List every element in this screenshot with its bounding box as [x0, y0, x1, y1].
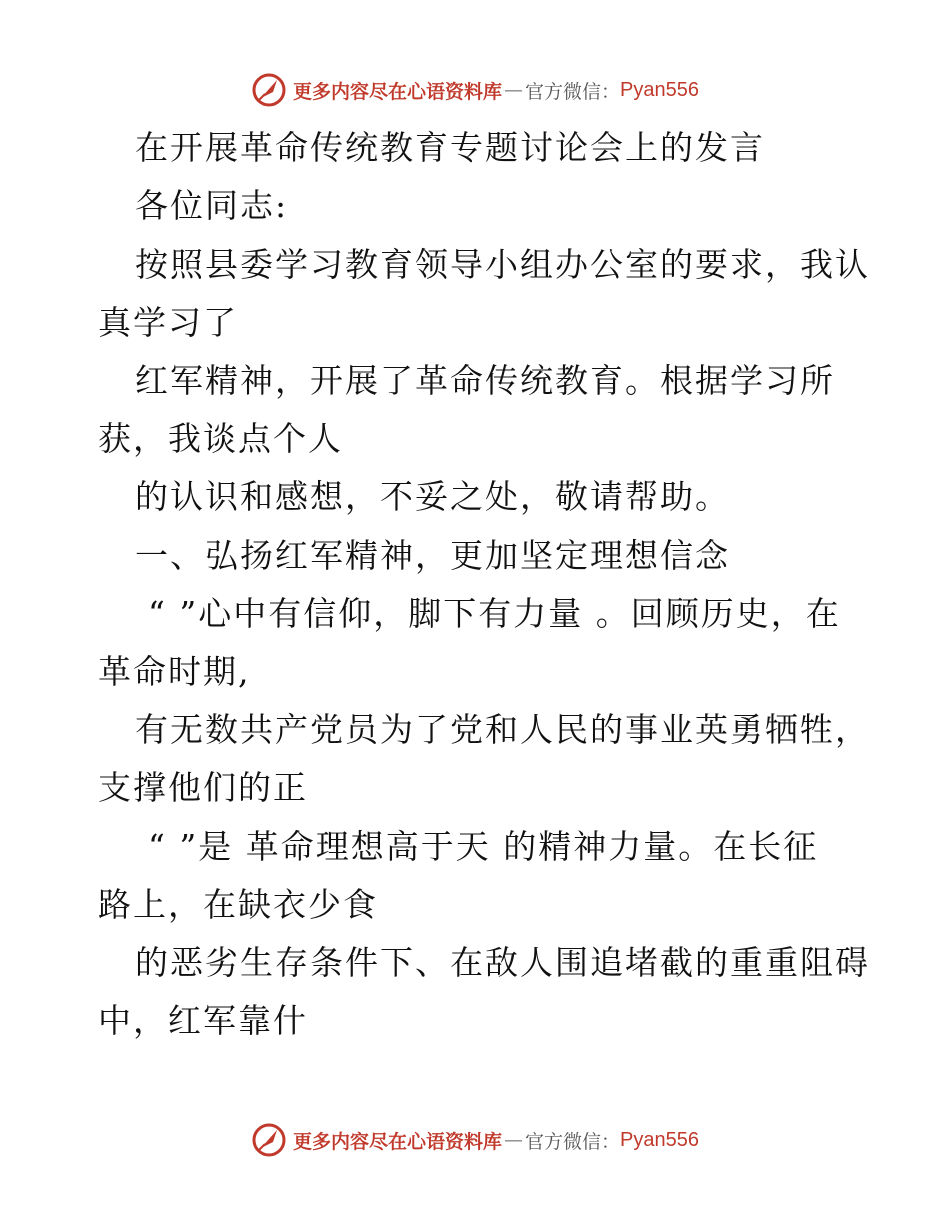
paragraph-line: 有无数共产党员为了党和人民的事业英勇牺牲，: [135, 710, 870, 749]
paragraph-line: 红军精神，开展了革命传统教育。根据学习所: [135, 361, 835, 400]
paragraph-line: 中，红军靠什: [98, 1001, 308, 1040]
paragraph-line: 支撑他们的正: [98, 768, 308, 807]
banner-separator: —: [504, 1129, 524, 1151]
paragraph-line: 路上，在缺衣少食: [98, 885, 378, 924]
paragraph-line: 按照县委学习教育领导小组办公室的要求，我认: [135, 245, 870, 284]
banner-wechat-label: 官方微信：: [525, 1130, 621, 1153]
quill-pen-logo-icon: [251, 72, 287, 108]
banner-separator: —: [504, 79, 524, 101]
quill-pen-logo-icon: [251, 1122, 287, 1158]
header-banner: [0, 70, 950, 110]
banner-wechat-label: 官方微信：: [525, 80, 621, 103]
paragraph-line: “ ”心中有信仰，脚下有力量 。回顾历史，在: [148, 594, 841, 633]
paragraph-line: 革命时期,: [98, 652, 251, 691]
paragraph-line: 获，我谈点个人: [98, 419, 343, 458]
banner-wechat-id: Pyan556: [620, 78, 699, 101]
banner-text: 更多内容尽在心语资料库: [293, 1130, 503, 1153]
footer-banner: [0, 1120, 950, 1160]
banner-wechat-id: Pyan556: [620, 1128, 699, 1151]
paragraph-line: 的恶劣生存条件下、在敌人围追堵截的重重阻碍: [135, 943, 870, 982]
section-heading: 一、弘扬红军精神，更加坚定理想信念: [135, 536, 730, 575]
paragraph-line: 真学习了: [98, 303, 238, 342]
banner-text: 更多内容尽在心语资料库: [293, 80, 503, 103]
paragraph-line: “ ”是 革命理想高于天 的精神力量。在长征: [148, 827, 819, 866]
paragraph-line: 的认识和感想，不妥之处，敬请帮助。: [135, 477, 730, 516]
paragraph-line: 各位同志:: [135, 186, 289, 225]
document-title: 在开展革命传统教育专题讨论会上的发言: [135, 128, 765, 167]
